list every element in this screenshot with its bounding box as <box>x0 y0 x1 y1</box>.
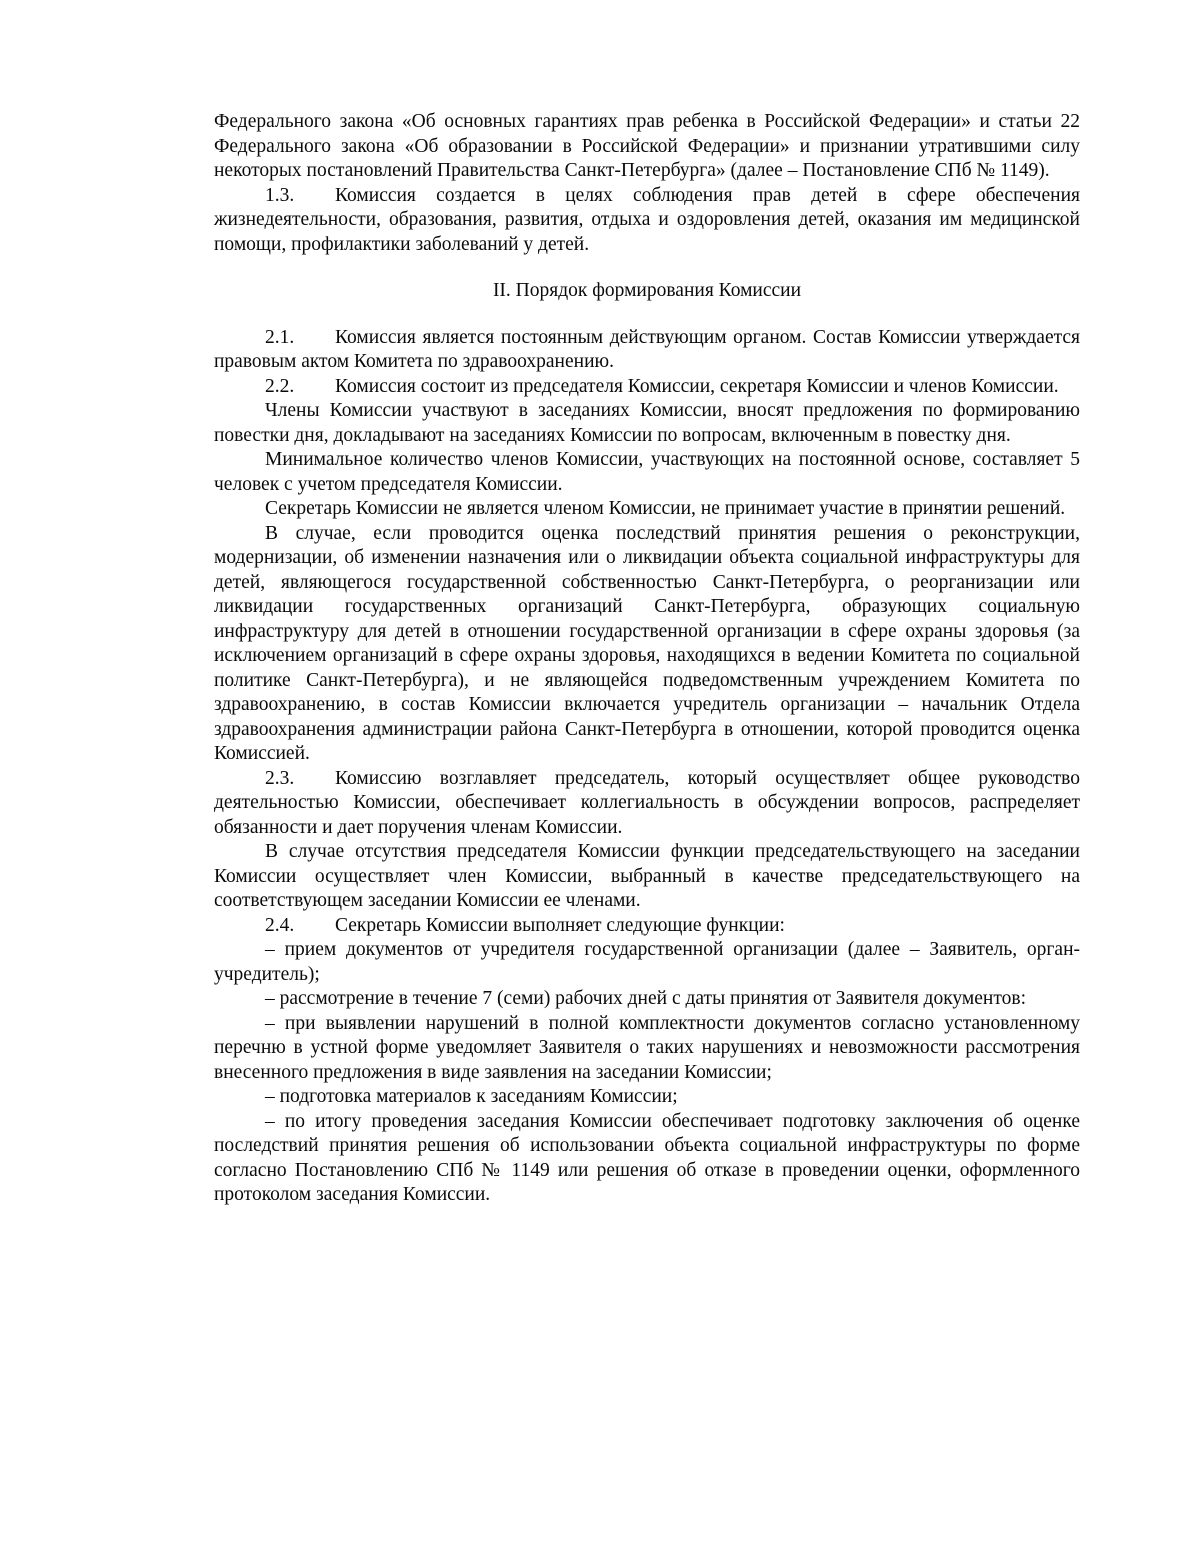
paragraph-2-3 <box>214 767 1080 841</box>
paragraph-text: Комиссия является постоянным действующим органом. Состав Комиссии утверждается правовым актом Комитета по здравоохранению. <box>214 326 1080 372</box>
function-item: – рассмотрение в течение 7 (семи) рабочих дней с даты принятия от Заявителя документов: <box>265 988 1026 1009</box>
paragraph-number: 2.3. <box>265 767 295 789</box>
paragraph-number: 2.4. <box>265 914 295 936</box>
paragraph-number: 2.2. <box>265 375 295 397</box>
paragraph-number: 2.1. <box>265 326 295 348</box>
function-item: – подготовка материалов к заседаниям Комиссии; <box>265 1086 678 1107</box>
paragraph-text: Комиссия состоит из председателя Комиссии, секретаря Комиссии и членов Комиссии. <box>335 375 1059 397</box>
paragraph-secretary: Секретарь Комиссии не является членом Комиссии, не принимает участие в принятии решений. <box>265 498 1066 519</box>
paragraph-number: 1.3. <box>265 184 295 206</box>
section-heading: II. Порядок формирования Комиссии <box>492 280 802 301</box>
paragraph-text: Комиссия создается в целях соблюдения прав детей в сфере обеспечения жизнедеятельности, образования, развития, отдыха и оздоровления детей, оказания им медицинской помощи, профилактики заболеваний у детей. <box>214 184 1080 255</box>
paragraph-text: Комиссию возглавляет председатель, который осуществляет общее руководство деятельностью Комиссии, обеспечивает коллегиальность в обсуждении вопросов, распределяет обязанности и дает поручения членам Комиссии. <box>214 767 1080 838</box>
paragraph-2-1 <box>214 326 1080 375</box>
paragraph-2-2 <box>214 375 1080 400</box>
paragraph-case: В случае, если проводится оценка последствий принятия решения о реконструкции, модернизации, об изменении назначения или о ликвидации объекта социальной инфраструктуры для детей, являющегося государственной собственностью Санкт-Петербурга, о реорганизации или ликвидации государственных организаций Санкт-Петербурга, образующих социальную инфраструктуру для детей в отношении государственной организации в сфере охраны здоровья (за исключением организаций в сфере охраны здоровья, находящихся в ведении Комитета по социальной политике Санкт-Петербурга), и не являющейся подведомственным учреждением Комитета по здравоохранению, в состав Комиссии включается учредитель организации – начальник Отдела здравоохранения администрации района Санкт-Петербурга в отношении, которой проводится оценка Комиссией. <box>214 522 1080 764</box>
paragraph-min-members: Минимальное количество членов Комиссии, участвующих на постоянной основе, составляет 5 человек с учетом председателя Комиссии. <box>214 449 1080 495</box>
paragraph-2-4 <box>214 914 1080 939</box>
paragraph-absence: В случае отсутствия председателя Комиссии функции председательствующего на заседании Комиссии осуществляет член Комиссии, выбранный в качестве председательствующего на соответствующем заседании Комиссии ее членами. <box>214 841 1080 911</box>
document-body <box>214 110 1080 1208</box>
intro-paragraph: Федерального закона «Об основных гарантиях прав ребенка в Российской Федерации» и статьи 22 Федерального закона «Об образовании в Российской Федерации» и признании утратившими силу некоторых постановлений Правительства Санкт-Петербурга» (далее – Постановление СПб № 1149). <box>214 111 1080 181</box>
paragraph-text: Секретарь Комиссии выполняет следующие функции: <box>335 914 785 936</box>
function-item: – прием документов от учредителя государственной организации (далее – Заявитель, орган-учредитель); <box>214 939 1080 985</box>
function-item: – по итогу проведения заседания Комиссии обеспечивает подготовку заключения об оценке последствий принятия решения об использовании объекта социальной инфраструктуры по форме согласно Постановлению СПб № 1149 или решения об отказе в проведении оценки, оформленного протоколом заседания Комиссии. <box>214 1110 1080 1205</box>
function-item: – при выявлении нарушений в полной комплектности документов согласно установленному перечню в устной форме уведомляет Заявителя о таких нарушениях и невозможности рассмотрения внесенного предложения в виде заявления на заседании Комиссии; <box>214 1012 1080 1083</box>
paragraph-1-3 <box>214 184 1080 258</box>
paragraph-members: Члены Комиссии участвуют в заседаниях Комиссии, вносят предложения по формированию повестки дня, докладывают на заседаниях Комиссии по вопросам, включенным в повестку дня. <box>214 400 1080 446</box>
